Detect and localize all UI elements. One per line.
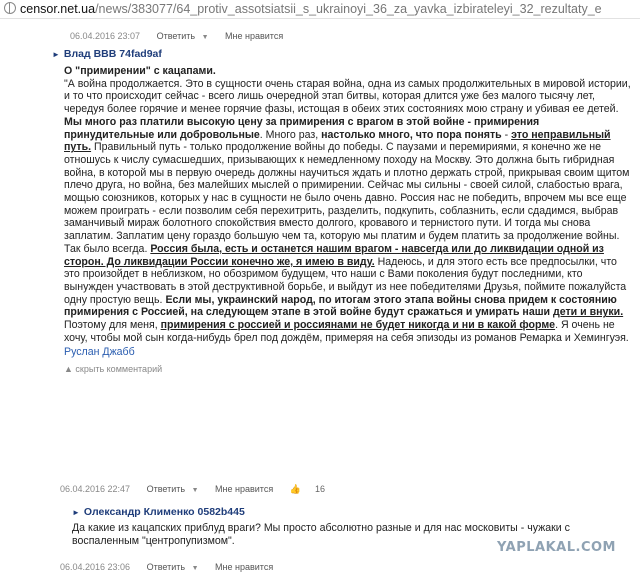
- comment-item: [52, 47, 632, 376]
- author-name[interactable]: Влад ВВВ 74fad9af: [63, 48, 162, 60]
- watermark-logo: YAPLAKAL.COM: [497, 540, 616, 555]
- text-segment: Поэтому для меня,: [64, 319, 161, 332]
- reply-link[interactable]: Ответить: [146, 562, 186, 572]
- comment-text: [64, 78, 632, 345]
- globe-icon: [4, 2, 16, 14]
- like-link[interactable]: Мне нравится: [225, 31, 284, 41]
- caret-up-icon: ▲: [64, 364, 76, 375]
- text-segment: Мы много раз платили высокую цену за примирения с врагом в этой войне - примирения принудительные или добровольные: [64, 115, 540, 141]
- text-segment: Если мы, украинский народ, по итогам этого этапа войны снова придем к состоянию примирения с Россией, на следующем этапе в этой войне будут сражаться и умирать наши: [64, 293, 617, 319]
- chevron-down-icon[interactable]: ▼: [201, 34, 209, 41]
- comment-author[interactable]: [72, 505, 632, 519]
- text-segment: дети и внуки.: [553, 306, 624, 319]
- url-path: /news/383077/64_protiv_assotsiatsii_s_ukrainoyi_36_za_yavka_izbirateleyi_32_rezultaty_e: [95, 2, 602, 16]
- text-segment: это неправильный путь.: [64, 128, 611, 154]
- like-count: 16: [314, 484, 325, 494]
- arrow-right-icon: ►: [72, 508, 80, 517]
- hide-comment-link[interactable]: [52, 363, 632, 376]
- text-segment: . Много раз,: [259, 128, 322, 141]
- chevron-down-icon[interactable]: ▼: [191, 487, 199, 494]
- hide-comment-label[interactable]: скрыть комментарий: [75, 364, 163, 375]
- text-segment: . Я очень не хочу, чтобы мой сын когда-нибудь брел под дождём, примеряя на себя эпизоды из романов Ремарка и Хемингуэя.: [64, 319, 629, 344]
- url-domain: censor.net.ua: [20, 2, 96, 16]
- comment-signature: Руслан Джабб: [64, 346, 135, 359]
- comment-body: [52, 65, 632, 344]
- text-segment: Надеюсь, и для этого есть все предпосылки, что это произойдет в неблизком, но обозримом будущем, что наши с Вами поколения будут последними, кто вынужден участвовать в этой деструктивной борьбе, и выйдут из нее победителями Друзья, поймите пожалуйста одну простую вещь.: [64, 255, 627, 306]
- text-segment: Правильный путь - только продолжение войны до победы. С паузами и перемириями, я конечно же не отношусь к числу сумасшедших, призывающих к немедленному походу на Москву. Это должна быть гибридная война, в которой мы в первую очередь должны научиться ждать и плотно держать строй, прикрывая своим щитом плечо друга, но война, без малейших мыслей о примирении. Сейчас мы сильны - своей силой, слабостью врага, мощью союзников, которых у нас в сущности не было очень давно. Россия нас не победить, впрочем мы все еще можем проиграть - если позволим себя перехитрить, разделить, подкупить, соблазнить, если сдадимся, выбрав заманчивый мираж болотного спокойствия вместо долгого, кровавого и тернистого пути. И тогда мы снова заплатим. Заплатим цену гораздо большую чем та, которую мы платим и будем платить за продолжение войны. Так было всегда.: [64, 141, 630, 255]
- author-name[interactable]: Олександр Клименко 0582b445: [83, 506, 245, 518]
- text-segment: Россия была, есть и останется нашим врагом - навсегда или до ликвидации одной из сторон. До ликвидации России конечно же, я имею в виду.: [64, 242, 604, 268]
- comment-meta-bottom: [60, 560, 287, 574]
- address-bar[interactable]: [0, 0, 640, 19]
- text-segment: настолько много, что пора понять: [321, 128, 502, 141]
- reply-link[interactable]: Ответить: [156, 31, 196, 41]
- comment-title: О "примирении" с кацапами.: [64, 65, 216, 77]
- chevron-down-icon[interactable]: ▼: [191, 565, 199, 572]
- comment-date: 06.04.2016 22:47: [60, 484, 131, 494]
- text-segment: -: [501, 128, 512, 141]
- like-link[interactable]: Мне нравится: [215, 484, 274, 494]
- reply-link[interactable]: Ответить: [146, 484, 186, 494]
- comment-meta-footer: [60, 482, 339, 496]
- comment-date: 06.04.2016 23:07: [70, 31, 141, 41]
- comment-meta-top: [70, 29, 297, 43]
- text-segment: примирения с россией и россиянами не будет никогда и ни в какой форме: [160, 319, 556, 332]
- thumbs-up-icon[interactable]: 👍: [289, 484, 301, 494]
- like-link[interactable]: Мне нравится: [215, 562, 274, 572]
- text-segment: "А война продолжается. Это в сущности очень старая война, одна из самых продолжительных в мировой истории, и то что происходит сейчас - всего лишь очередной этап битвы, которая длится уже без малого тысячу лет, чередуя более горячие и менее горячие фазы, истощая в обеих этих состояниях мою страну и убивая ее детей.: [64, 77, 631, 116]
- comment-text: Да какие из кацапских приблуд враги? Мы просто абсолютно разные и для нас московиты - чужаки с воспаленным "центропупизмом".: [72, 522, 570, 547]
- arrow-right-icon: ►: [52, 50, 60, 59]
- comment-author[interactable]: [52, 47, 632, 61]
- comment-date: 06.04.2016 23:06: [60, 562, 131, 572]
